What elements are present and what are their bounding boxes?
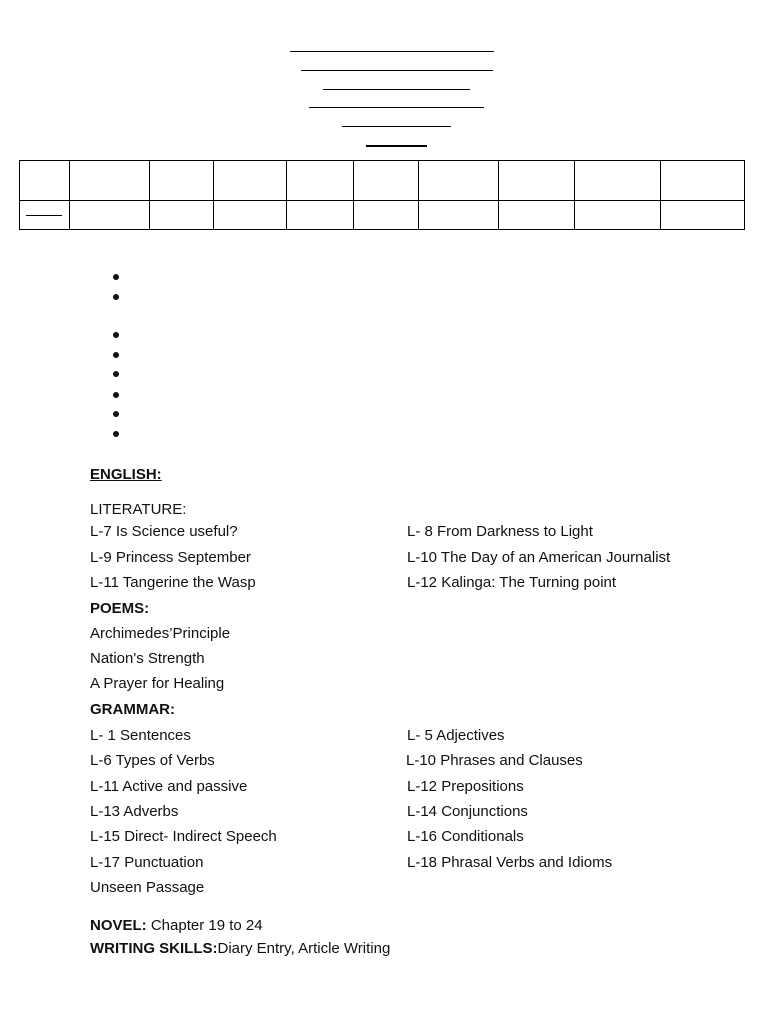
literature-item: L-10 The Day of an American Journalist [407,549,671,566]
header-line-4 [309,107,484,108]
table-cell [354,201,419,230]
writing-skills-value: Diary Entry, Article Writing [217,940,391,957]
grammar-item: L-13 Adverbs [90,803,179,820]
bullet-point [113,392,119,398]
bullet-point [113,431,119,437]
bullet-point [113,332,119,338]
table-cell [661,161,745,201]
english-heading: ENGLISH: [90,466,162,483]
grammar-item: L-10 Phrases and Clauses [406,752,583,769]
table-cell [20,201,70,230]
grammar-item: L-11 Active and passive [90,778,248,795]
grammar-item: L-6 Types of Verbs [90,752,215,769]
novel-value: Chapter 19 to 24 [146,917,263,934]
poem-item: Archimedes’Principle [90,625,231,642]
table-cell [70,201,150,230]
table-cell [70,161,150,201]
bullet-point [113,274,119,280]
grammar-heading: GRAMMAR: [90,701,175,718]
bullet-point [113,294,119,300]
table-cell [287,201,354,230]
table-cell [354,161,419,201]
table-cell [575,161,661,201]
header-line-5 [342,126,451,127]
table-cell [419,201,499,230]
grammar-item: L- 5 Adjectives [407,727,505,744]
writing-skills-label: WRITING SKILLS: [90,940,218,957]
table-cell [575,201,661,230]
grammar-item: L-12 Prepositions [407,778,524,795]
literature-item: L-11 Tangerine the Wasp [90,574,256,591]
grammar-item: L-17 Punctuation [90,854,204,871]
grammar-item: Unseen Passage [90,879,205,896]
literature-item: L-9 Princess September [90,549,251,566]
table-cell [150,161,214,201]
bullet-point [113,371,119,377]
bullet-point [113,411,119,417]
grammar-item: L- 1 Sentences [90,727,191,744]
novel-line [90,917,263,935]
table-cell [20,161,70,201]
literature-item: L- 8 From Darkness to Light [407,523,593,540]
header-line-6 [366,145,427,147]
header-line-3 [323,89,470,90]
table-cell [214,201,287,230]
table-cell [499,161,575,201]
table-row [20,201,745,230]
header-line-2 [301,70,493,71]
table-cell [661,201,745,230]
poems-heading: POEMS: [90,600,150,617]
poem-item: A Prayer for Healing [90,675,225,692]
table-cell [287,161,354,201]
empty-table [19,160,745,230]
table-cell [214,161,287,201]
writing-skills-line [90,940,390,958]
grammar-item: L-14 Conjunctions [407,803,528,820]
table-cell [419,161,499,201]
novel-label: NOVEL: [90,917,147,934]
grammar-item: L-18 Phrasal Verbs and Idioms [407,854,613,871]
literature-item: L-7 Is Science useful? [90,523,238,540]
header-line-1 [290,51,494,52]
cell-blank-line [26,215,62,216]
bullet-point [113,352,119,358]
grammar-item: L-16 Conditionals [407,828,524,845]
literature-heading: LITERATURE: [90,501,187,518]
literature-item: L-12 Kalinga: The Turning point [407,574,617,591]
table-row [20,161,745,201]
table-cell [150,201,214,230]
table-cell [499,201,575,230]
poem-item: Nation's Strength [90,650,205,667]
grammar-item: L-15 Direct- Indirect Speech [90,828,277,845]
